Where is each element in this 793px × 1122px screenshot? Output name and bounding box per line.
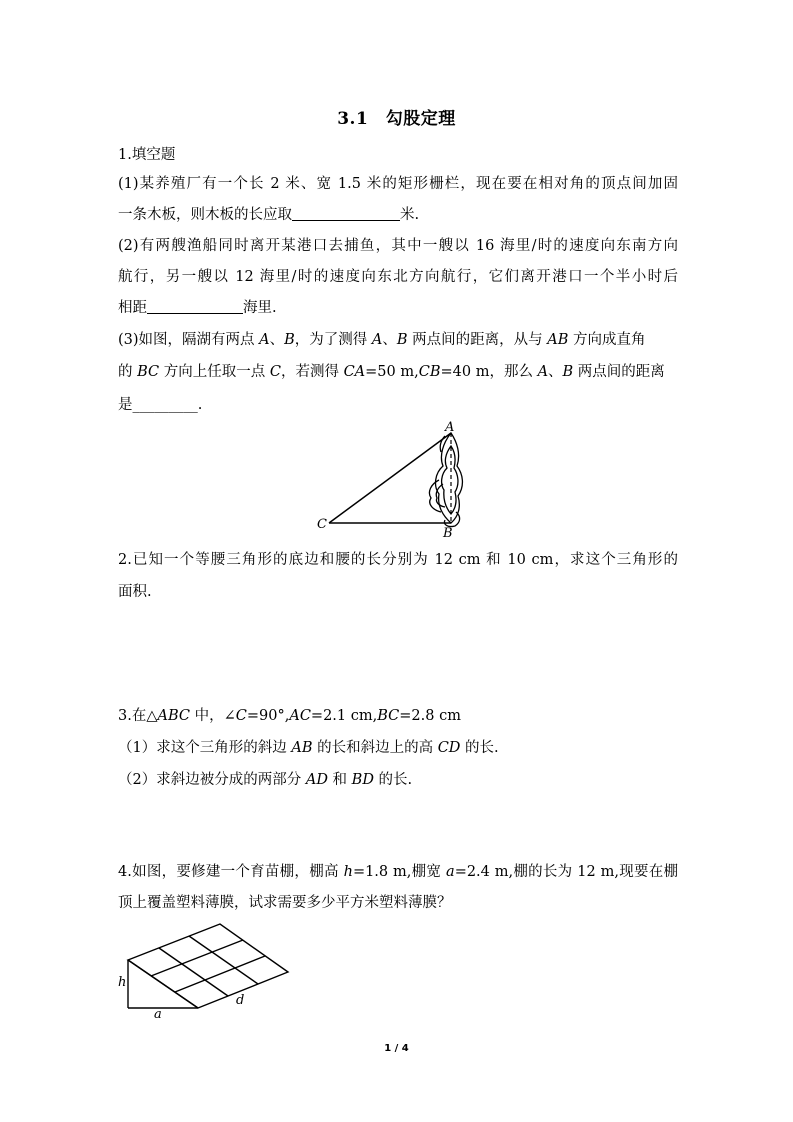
var-AB: AB: [291, 740, 313, 756]
text: 中，∠: [190, 708, 236, 724]
text: 的: [118, 364, 138, 380]
q1-p2-line1: (2)有两艘渔船同时离开某港口去捕鱼，其中一艘以 16 海里/时的速度向东南方向: [118, 238, 678, 254]
answer-blank-1[interactable]: [292, 205, 400, 221]
text: （1）求这个三角形的斜边: [118, 740, 292, 756]
var-ABC: ABC: [157, 708, 190, 724]
var-AB: AB: [547, 332, 569, 348]
text: 的长和斜边上的高: [312, 740, 438, 756]
text: （2）求斜边被分成的两部分: [118, 772, 306, 788]
label-C: C: [317, 517, 327, 532]
var-A: A: [537, 364, 549, 380]
label-d: d: [236, 993, 245, 1008]
q1-p3-line1: [118, 330, 678, 350]
var-C: C: [269, 364, 281, 380]
text: 的长.: [373, 772, 413, 788]
var-A: A: [371, 332, 383, 348]
text: =1.8 m,棚宽: [352, 864, 447, 880]
roof-outline: [128, 924, 288, 1008]
var-h: h: [343, 864, 353, 880]
q1-p2-unit: 海里.: [243, 300, 277, 316]
label-A: A: [445, 420, 455, 435]
var-CD: CD: [437, 740, 461, 756]
text: 方向上任取一点: [159, 364, 270, 380]
text: ，为了测得: [294, 332, 372, 348]
text: 、: [382, 332, 397, 348]
answer-blank-2[interactable]: [147, 298, 243, 314]
var-BC: BC: [377, 708, 400, 724]
q1-p1-unit: 米.: [400, 207, 420, 223]
q1-p3-line3: 是_________.: [118, 397, 203, 413]
q1-p2-line3: [118, 298, 678, 318]
text: (3)如图，隔湖有两点: [118, 332, 260, 348]
q4-line2: 顶上覆盖塑料薄膜，试求需要多少平方米塑料薄膜？: [118, 895, 452, 911]
var-AC: AC: [289, 708, 311, 724]
q4-line1: [118, 862, 678, 882]
greenhouse-figure: [112, 920, 292, 1020]
var-BD: BD: [351, 772, 374, 788]
text: 两点间的距离，从与: [407, 332, 548, 348]
text: =2.4 m,棚的长为 12 m,现要在棚: [454, 864, 678, 880]
var-C: C: [235, 708, 247, 724]
q2-line2: 面积.: [118, 584, 152, 600]
text: 、: [269, 332, 285, 348]
page-title: 3.1 勾股定理: [337, 109, 456, 129]
text: 4.如图，要修建一个育苗棚，棚高: [118, 864, 344, 880]
segment-CA: [329, 433, 451, 523]
text: =2.1 cm,: [310, 708, 378, 724]
text: =90°,: [246, 708, 290, 724]
q2-line1: 2.已知一个等腰三角形的底边和腰的长分别为 12 cm 和 10 cm，求这个三角形的: [118, 552, 678, 568]
text: =50 m,: [365, 364, 419, 380]
q3-line2: [118, 738, 678, 758]
text: 、: [548, 364, 563, 380]
page-number: 1 / 4: [384, 1043, 409, 1054]
var-B: B: [562, 364, 574, 380]
var-AD: AD: [305, 772, 328, 788]
text: =40 m，那么: [440, 364, 538, 380]
text: ，若测得: [280, 364, 344, 380]
lake-triangle-figure: [315, 418, 475, 540]
label-B: B: [443, 526, 453, 540]
var-B: B: [396, 332, 408, 348]
q1-p1-line1: (1)某养殖厂有一个长 2 米、宽 1.5 米的矩形栅栏，现在要在相对角的顶点间加固: [118, 176, 678, 192]
q1-p2-text: 相距: [118, 300, 147, 316]
q1-p3-line2: [118, 362, 678, 382]
q3-line3: [118, 770, 678, 790]
q1-p1-text: 一条木板，则木板的长应取: [118, 207, 292, 223]
var-A: A: [259, 332, 270, 348]
var-CA: CA: [343, 364, 366, 380]
var-a: a: [446, 864, 455, 880]
q1-p2-line2: 航行，另一艘以 12 海里/时的速度向东北方向航行，它们离开港口一个半小时后: [118, 269, 678, 285]
q3-line1: [118, 706, 678, 726]
text: 两点间的距离: [573, 364, 665, 380]
text: 3.在△: [118, 708, 158, 724]
text: =2.8 cm: [399, 708, 461, 724]
text: 的长.: [460, 740, 499, 756]
q1-p1-line2: [118, 205, 678, 225]
label-h: h: [118, 975, 127, 990]
text: 方向成直角: [568, 332, 646, 348]
var-BC: BC: [137, 364, 160, 380]
q1-heading: 1.填空题: [118, 147, 176, 163]
var-CB: CB: [418, 364, 441, 380]
label-a: a: [154, 1007, 162, 1020]
lake-shape: [429, 433, 462, 527]
var-B: B: [284, 332, 295, 348]
text: 和: [327, 772, 352, 788]
